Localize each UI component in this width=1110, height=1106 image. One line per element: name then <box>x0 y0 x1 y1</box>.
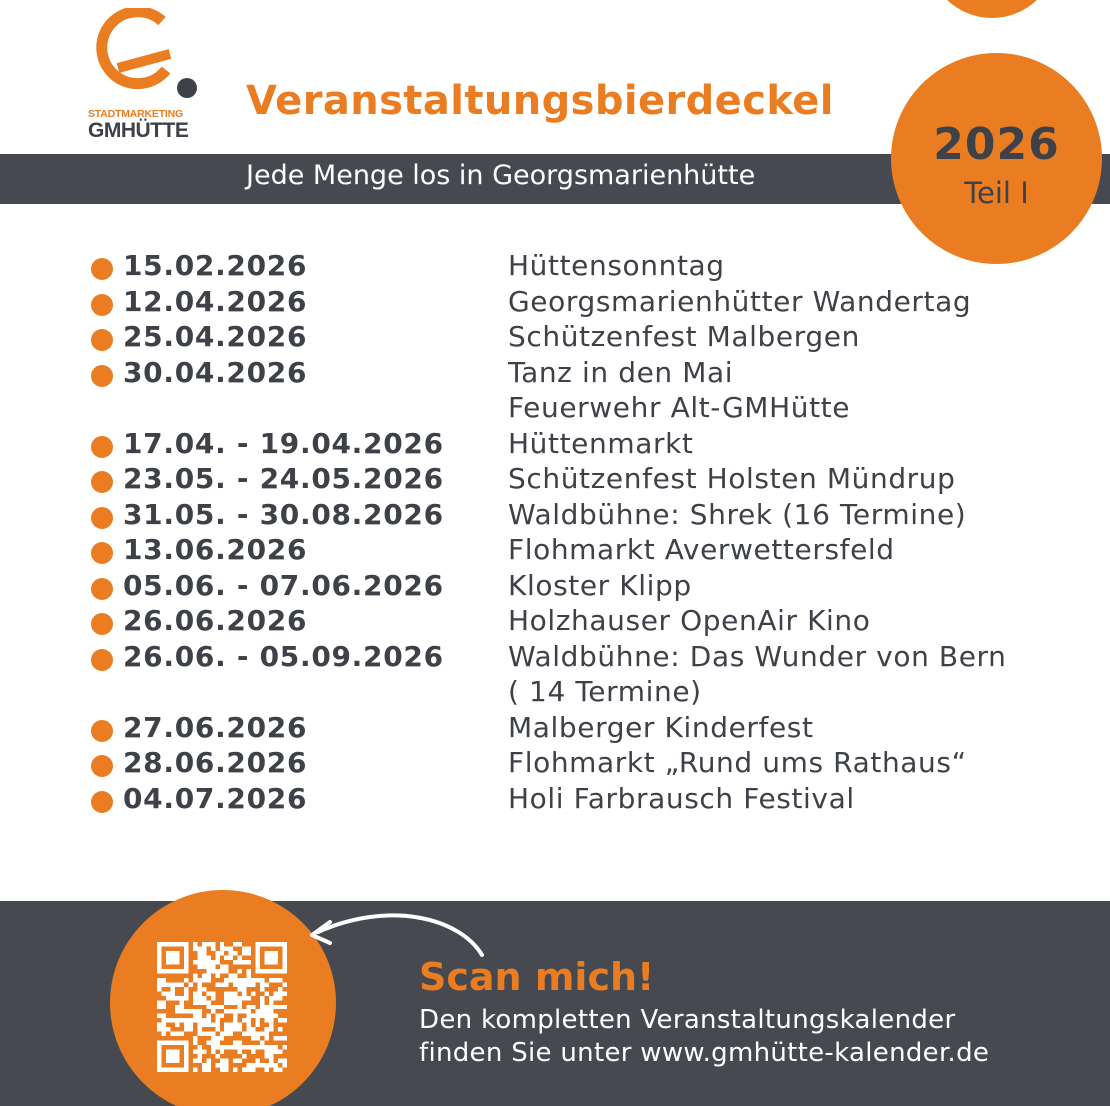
part-label: Teil I <box>964 176 1029 210</box>
bullet-icon <box>91 578 113 600</box>
event-name: Hüttenmarkt <box>508 426 694 460</box>
bullet-icon <box>91 258 113 280</box>
year-badge <box>891 53 1102 264</box>
bullet-icon <box>91 294 113 316</box>
event-row <box>0 711 1110 747</box>
event-name: Waldbühne: Shrek (16 Termine) <box>508 497 967 531</box>
event-row <box>0 356 1110 392</box>
event-row <box>0 427 1110 463</box>
event-row <box>0 249 1110 285</box>
subtitle: Jede Menge los in Georgsmarienhütte <box>246 160 756 191</box>
event-name: Flohmarkt „Rund ums Rathaus“ <box>508 746 967 779</box>
logo-g-icon <box>86 8 198 108</box>
event-name: Kloster Klipp <box>508 568 692 602</box>
event-name: Holi Farbrausch Festival <box>508 781 855 815</box>
decorative-circle-top <box>927 0 1057 18</box>
event-row <box>0 462 1110 498</box>
event-name: Schützenfest Malbergen <box>508 320 860 353</box>
event-row <box>0 604 1110 640</box>
event-date: 17.04. - 19.04.2026 <box>123 426 444 460</box>
bullet-icon <box>91 471 113 493</box>
page-title: Veranstaltungsbierdeckel <box>246 78 834 124</box>
event-date: 13.06.2026 <box>123 533 308 566</box>
event-row <box>0 782 1110 818</box>
event-date: 26.06.2026 <box>123 604 308 637</box>
bullet-icon <box>91 649 113 671</box>
scan-text-line1: Den kompletten Veranstaltungskalender <box>419 1005 956 1035</box>
event-name: ( 14 Termine) <box>508 675 702 708</box>
bullet-icon <box>91 755 113 777</box>
logo <box>82 8 207 143</box>
event-date: 26.06. - 05.09.2026 <box>123 639 444 673</box>
event-row <box>0 675 1110 711</box>
bullet-icon <box>91 542 113 564</box>
event-name: Tanz in den Mai <box>508 355 734 389</box>
logo-text-stadtmarketing: STADTMARKETING <box>88 108 183 120</box>
event-row <box>0 640 1110 676</box>
event-row <box>0 285 1110 321</box>
event-list <box>0 249 1110 817</box>
event-date: 28.06.2026 <box>123 746 308 779</box>
event-name: Malberger Kinderfest <box>508 710 814 744</box>
event-name: Georgsmarienhütter Wandertag <box>508 284 972 318</box>
bullet-icon <box>91 365 113 387</box>
event-date: 23.05. - 24.05.2026 <box>123 462 444 495</box>
scan-text-line2: finden Sie unter www.gmhütte-kalender.de <box>419 1038 990 1068</box>
event-date: 27.06.2026 <box>123 710 308 744</box>
bullet-icon <box>91 507 113 529</box>
event-row <box>0 391 1110 427</box>
event-name: Flohmarkt Averwettersfeld <box>508 533 895 566</box>
scan-title: Scan mich! <box>419 955 655 999</box>
event-row <box>0 569 1110 605</box>
event-name: Holzhauser OpenAir Kino <box>508 604 871 637</box>
event-date: 25.04.2026 <box>123 320 308 353</box>
logo-text-gmhuette: GMHÜTTE <box>88 119 189 142</box>
event-date: 30.04.2026 <box>123 355 308 389</box>
event-date: 05.06. - 07.06.2026 <box>123 568 444 602</box>
bullet-icon <box>91 720 113 742</box>
event-row <box>0 746 1110 782</box>
bullet-icon <box>91 436 113 458</box>
event-row <box>0 320 1110 356</box>
event-row <box>0 498 1110 534</box>
event-date: 04.07.2026 <box>123 781 308 815</box>
bullet-icon <box>91 791 113 813</box>
event-name: Waldbühne: Das Wunder von Bern <box>508 639 1007 673</box>
event-row <box>0 533 1110 569</box>
event-date: 31.05. - 30.08.2026 <box>123 497 444 531</box>
event-name: Schützenfest Holsten Mündrup <box>508 462 956 495</box>
year-label: 2026 <box>933 119 1060 170</box>
event-date: 15.02.2026 <box>123 249 308 282</box>
event-name: Hüttensonntag <box>508 249 725 282</box>
qr-code-icon[interactable] <box>157 942 287 1072</box>
event-name: Feuerwehr Alt-GMHütte <box>508 391 851 424</box>
bullet-icon <box>91 613 113 635</box>
event-date: 12.04.2026 <box>123 284 308 318</box>
bullet-icon <box>91 329 113 351</box>
